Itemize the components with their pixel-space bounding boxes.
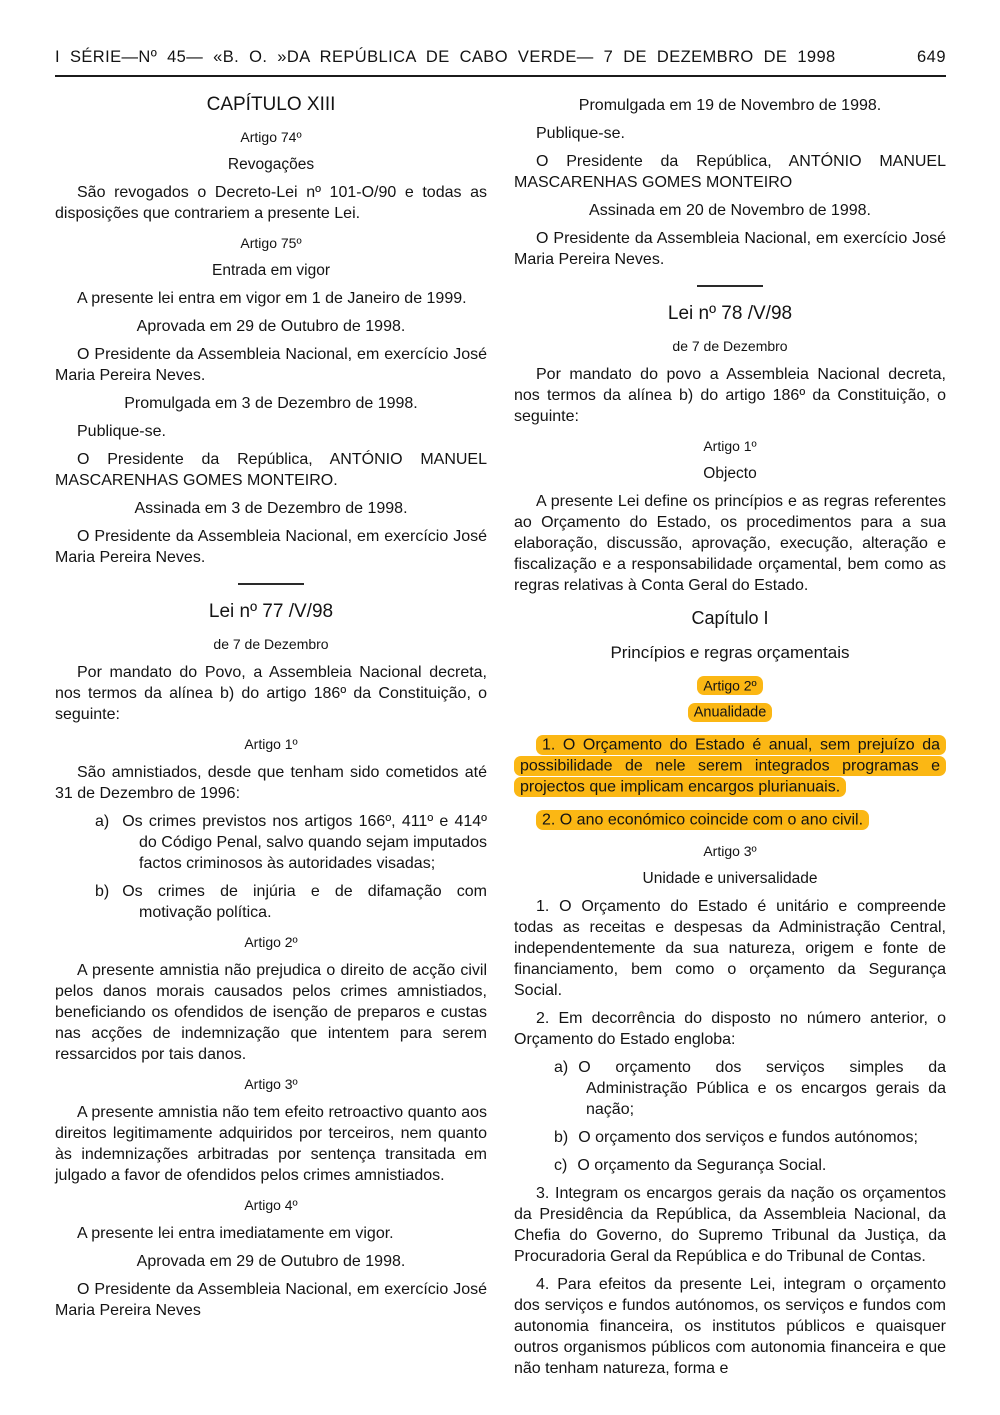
list-item-text: Os crimes previstos nos artigos 166º, 411º e 414º do Código Penal, salvo quando sejam imputados factos criminosos às autoridades visadas; bbox=[122, 813, 487, 872]
signature-line: O Presidente da Assembleia Nacional, em exercício José Maria Pereira Neves. bbox=[55, 346, 487, 384]
section-separator-rule bbox=[697, 285, 763, 287]
law77-article-3-label: Artigo 3º bbox=[244, 1076, 298, 1092]
signature-line: O Presidente da Assembleia Nacional, em exercício José Maria Pereira Neves. bbox=[514, 230, 946, 268]
article-74-label: Artigo 74º bbox=[240, 129, 302, 145]
law78-article-1-title: Objecto bbox=[703, 465, 757, 482]
article-75-label: Artigo 75º bbox=[240, 235, 302, 251]
list-item-text: O orçamento da Segurança Social. bbox=[577, 1157, 827, 1174]
section-separator-rule bbox=[238, 583, 304, 585]
law78-article-2-par1 bbox=[514, 734, 946, 797]
law78-article-3-par1: 1. O Orçamento do Estado é unitário e compreende todas as receitas e despesas da Administração Central, independentemente da sua natureza, origem e fonte de financiamento, bem como o orçamento da Segurança Social. bbox=[514, 898, 946, 999]
law78-article-2-label bbox=[514, 676, 946, 694]
president-republic-line: O Presidente da República, ANTÓNIO MANUEL MASCARENHAS GOMES MONTEIRO bbox=[514, 153, 946, 191]
law78-article-2-par2 bbox=[514, 809, 946, 830]
article-75-body: A presente lei entra em vigor em 1 de Janeiro de 1999. bbox=[77, 290, 467, 307]
list-item-a bbox=[514, 1057, 946, 1120]
article-74-title: Revogações bbox=[227, 156, 315, 173]
list-marker: a) bbox=[95, 813, 110, 830]
signature-line: O Presidente da Assembleia Nacional, em exercício José Maria Pereira Neves bbox=[55, 1281, 487, 1319]
list-marker: a) bbox=[554, 1059, 569, 1076]
law78-article-1-body: A presente Lei define os princípios e as regras referentes ao Orçamento do Estado, os procedimentos para a sua elaboração, discussão, aprovação, execução, alteração e fiscalização e a responsabilidade orçamental, bem como as regras relativas à Conta Geral do Estado. bbox=[514, 493, 946, 594]
law77-article-4-label: Artigo 4º bbox=[244, 1197, 298, 1213]
list-item-text: O orçamento dos serviços e fundos autónomos; bbox=[578, 1129, 918, 1146]
signature-line: O Presidente da Assembleia Nacional, em exercício José Maria Pereira Neves. bbox=[55, 528, 487, 566]
left-column bbox=[55, 93, 487, 1386]
right-column bbox=[514, 93, 946, 1386]
law-77-title: Lei nº 77 /V/98 bbox=[208, 601, 334, 622]
list-marker: b) bbox=[554, 1129, 569, 1146]
signing-date-line: Assinada em 3 de Dezembro de 1998. bbox=[134, 500, 408, 517]
chapter-heading: CAPÍTULO XIII bbox=[206, 94, 336, 115]
list-item-text: O orçamento dos serviços simples da Administração Pública e os encargos gerais da nação; bbox=[578, 1059, 946, 1118]
list-item-b bbox=[514, 1127, 946, 1148]
approval-line: Aprovada em 29 de Outubro de 1998. bbox=[136, 318, 406, 335]
promulgation-line: Promulgada em 3 de Dezembro de 1998. bbox=[124, 395, 418, 412]
article-74-body: São revogados o Decreto-Lei nº 101-O/90 e todas as disposições que contrariem a presente Lei. bbox=[55, 184, 487, 222]
list-item-c bbox=[514, 1155, 946, 1176]
law78-article-3-label: Artigo 3º bbox=[703, 843, 757, 859]
approval-line: Aprovada em 29 de Outubro de 1998. bbox=[136, 1253, 406, 1270]
page-number: 649 bbox=[916, 48, 946, 66]
list-item-text: Os crimes de injúria e de difamação com motivação política. bbox=[122, 883, 487, 921]
highlighted-paragraph: 1. O Orçamento do Estado é anual, sem prejuízo da possibilidade de nele serem integrados programas e projectos que implicam encargos plurianuais. bbox=[514, 735, 946, 797]
law78-article-3-par3: 3. Integram os encargos gerais da nação os orçamentos da Presidência da República, da Assembleia Nacional, da Chefia do Governo, do Supremo Tribunal da Justiça, da Procuradoria Geral da República e do Tribunal de Contas. bbox=[514, 1185, 946, 1265]
list-marker: c) bbox=[554, 1157, 568, 1174]
chapter-1-label: Capítulo I bbox=[691, 608, 769, 628]
promulgation-line: Promulgada em 19 de Novembro de 1998. bbox=[578, 97, 882, 114]
publish-line: Publique-se. bbox=[77, 423, 166, 440]
law-78-preamble: Por mandato do povo a Assembleia Nacional decreta, nos termos da alínea b) do artigo 186º da Constituição, o seguinte: bbox=[514, 366, 946, 425]
signing-date-line: Assinada em 20 de Novembro de 1998. bbox=[589, 202, 871, 219]
law77-article-4-body: A presente lei entra imediatamente em vigor. bbox=[77, 1225, 394, 1242]
highlighted-paragraph: 2. O ano económico coincide com o ano civil. bbox=[536, 810, 869, 830]
law78-article-2-title bbox=[514, 703, 946, 722]
law-77-preamble: Por mandato do Povo, a Assembleia Nacional decreta, nos termos da alínea b) do artigo 186º da Constituição, o seguinte: bbox=[55, 664, 487, 723]
highlighted-article-title: Anualidade bbox=[688, 703, 773, 722]
publish-line: Publique-se. bbox=[536, 125, 625, 142]
journal-issue-line: I SÉRIE—Nº 45— «B. O. »DA REPÚBLICA DE CABO VERDE— 7 DE DEZEMBRO DE 1998 bbox=[55, 48, 836, 66]
journal-header bbox=[55, 48, 946, 77]
law-77-subtitle: de 7 de Dezembro bbox=[213, 636, 329, 652]
law77-article-1-body: São amnistiados, desde que tenham sido cometidos até 31 de Dezembro de 1996: bbox=[55, 764, 487, 802]
article-75-title: Entrada em vigor bbox=[211, 262, 331, 279]
law-78-subtitle: de 7 de Dezembro bbox=[672, 338, 788, 354]
law77-article-1-label: Artigo 1º bbox=[244, 736, 298, 752]
law78-article-3-title: Unidade e universalidade bbox=[642, 870, 818, 887]
law-78-title: Lei nº 78 /V/98 bbox=[667, 303, 793, 324]
president-republic-line: O Presidente da República, ANTÓNIO MANUEL MASCARENHAS GOMES MONTEIRO. bbox=[55, 451, 487, 489]
law77-article-3-body: A presente amnistia não tem efeito retroactivo quanto aos direitos legitimamente adquiridos por terceiros, nem quanto às indemnizações arbitradas por sentença transitada em julgado a favor de ofendidos pelos crimes amnistiados. bbox=[55, 1104, 487, 1184]
law78-article-1-label: Artigo 1º bbox=[703, 438, 757, 454]
law77-article-2-body: A presente amnistia não prejudica o direito de acção civil pelos danos morais causados pelos crimes amnistiados, beneficiando os ofendidos de isenção de preparos e custas nas acções de indemnização que intentem para serem ressarcidos por tais danos. bbox=[55, 962, 487, 1063]
list-item-a bbox=[55, 811, 487, 874]
list-item-b bbox=[55, 881, 487, 923]
chapter-1-title: Princípios e regras orçamentais bbox=[610, 643, 850, 662]
list-marker: b) bbox=[95, 883, 110, 900]
law78-article-3-par2: 2. Em decorrência do disposto no número anterior, o Orçamento do Estado engloba: bbox=[514, 1010, 946, 1048]
two-column-body bbox=[55, 93, 946, 1386]
law78-article-3-par4: 4. Para efeitos da presente Lei, integram o orçamento dos serviços e fundos autónomos, os serviços e fundos com autonomia financeira, os institutos públicos e quaisquer outros organismos públicos com autonomia financeira e que não tenham natureza, forma e bbox=[514, 1276, 946, 1377]
law77-article-2-label: Artigo 2º bbox=[244, 934, 298, 950]
highlighted-article-label: Artigo 2º bbox=[697, 676, 762, 695]
